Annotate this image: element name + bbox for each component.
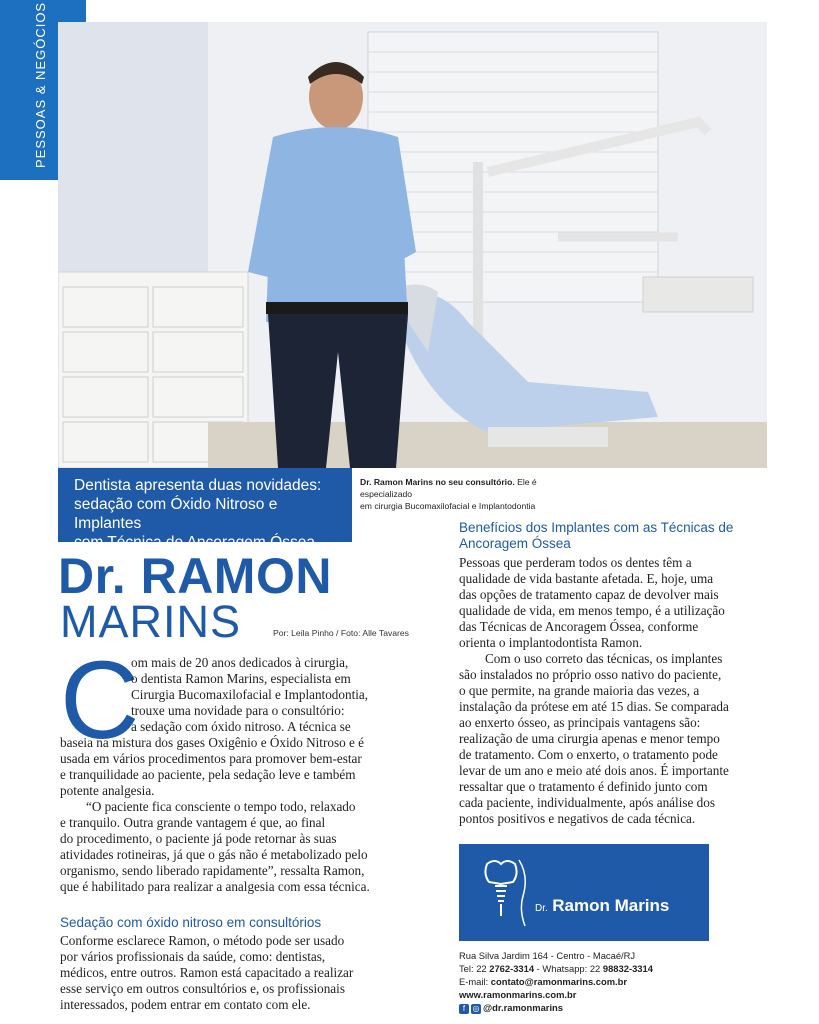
title-line-1: Dr. RAMON <box>58 548 332 604</box>
headline-line: Dentista apresenta duas novidades: <box>74 477 322 494</box>
right-subheading-line: Ancoragem Óssea <box>459 536 571 551</box>
text-line: das opções de tratamento capaz de devolver mais <box>459 587 719 602</box>
right-column-text <box>459 555 779 827</box>
tel-label: Tel: 22 <box>459 963 490 974</box>
text-line: orienta o implantodontista Ramon. <box>459 635 643 650</box>
contact-info <box>459 949 759 1014</box>
byline: Por: Leila Pinho / Foto: Alle Tavares <box>273 628 409 638</box>
whatsapp-number: 98832-3314 <box>602 963 653 974</box>
text-line: e tranquilo. Outra grande vantagem é que, ao final <box>60 815 326 830</box>
text-line: que é habilitado para realizar a analgesia com essa técnica. <box>60 879 370 894</box>
text-line: Pessoas que perderam todos os dentes têm a <box>459 555 692 570</box>
text-line: médicos, entre outros. Ramon está capacitado a realizar <box>60 965 354 980</box>
headline-line: sedação com Óxido Nitroso e Implantes <box>74 496 278 532</box>
text-line: baseia na mistura dos gases Oxigênio e Óxido Nitroso e é <box>60 735 364 750</box>
title-line-2: MARINS <box>60 596 242 647</box>
text-line: esse serviço em outros consultórios e, os profissionais <box>60 981 345 996</box>
tel-number: 2762-3314 <box>489 963 535 974</box>
text-line: Com o uso correto das técnicas, os implantes <box>485 651 723 666</box>
left-subheading: Sedação com óxido nitroso em consultórios <box>60 915 322 930</box>
text-line: a sedação com óxido nitroso. A técnica se <box>131 719 351 734</box>
email-label: E-mail: <box>459 976 491 987</box>
email-address[interactable]: contato@ramonmarins.com.br <box>490 976 628 987</box>
clinic-photo <box>58 22 767 468</box>
text-line: das Técnicas de Ancoragem Óssea, conforme <box>459 619 699 634</box>
text-line: potente analgesia. <box>60 783 155 798</box>
text-line: levar de um ano e meio até dois anos. É importante <box>459 763 729 778</box>
text-line: por vários profissionais da saúde, como: dentistas, <box>60 949 326 964</box>
headline <box>74 476 344 552</box>
text-line: cada paciente, individualmente, após análise dos <box>459 795 715 810</box>
clinic-logo <box>459 844 709 941</box>
left-column-text <box>60 655 405 895</box>
website <box>459 988 759 1001</box>
phone-line <box>459 962 759 975</box>
text-line: ressaltar que o tratamento é definido junto com <box>459 779 708 794</box>
text-line: são instalados no próprio osso nativo do paciente, <box>459 667 722 682</box>
headline-line: com Técnica de Ancoragem Óssea <box>74 534 315 551</box>
right-subheading-line: Benefícios dos Implantes com as Técnicas de <box>459 520 734 535</box>
photo-caption <box>360 476 590 512</box>
section-label: PESSOAS & NEGÓCIOS <box>33 1 48 168</box>
whatsapp-label: - Whatsapp: 22 <box>534 963 603 974</box>
text-line: trouxe uma novidade para o consultório: <box>131 703 345 718</box>
text-line: de tratamento. Com o enxerto, o tratamento pode <box>459 747 718 762</box>
left-column-text-2 <box>60 933 405 1013</box>
text-line: instalação da prótese em até 15 dias. Se comparada <box>459 699 729 714</box>
email-line <box>459 975 759 988</box>
text-line: interessados, podem entrar em contato com ele. <box>60 997 311 1012</box>
address: Rua Silva Jardim 164 - Centro - Macaé/RJ <box>459 950 636 961</box>
text-line: Cirurgia Bucomaxilofacial e Implantodontia, <box>131 687 369 702</box>
caption-bold: Dr. Ramon Marins no seu consultório. <box>360 477 515 487</box>
text-line: om mais de 20 anos dedicados à cirurgia, <box>131 655 349 670</box>
tooth-implant-icon <box>479 856 531 930</box>
facebook-icon[interactable]: f <box>459 1004 469 1014</box>
text-line: “O paciente fica consciente o tempo todo, relaxado <box>86 799 356 814</box>
headline-box <box>58 468 352 551</box>
text-line: atividades rotineiras, já que o gás não é metabolizado pelo <box>60 847 368 862</box>
social-line <box>459 1001 759 1014</box>
text-line: realização de uma cirurgia apenas e menor tempo <box>459 731 720 746</box>
logo-prefix: Dr. <box>535 903 548 914</box>
text-line: e tranquilidade ao paciente, pela sedação leve e também <box>60 767 356 782</box>
text-line: organismo, sendo liberado rapidamente”, ressalta Ramon, <box>60 863 365 878</box>
instagram-icon[interactable]: ◎ <box>472 1003 480 1013</box>
text-line: ao enxerto ósseo, as principais vantagens são: <box>459 715 701 730</box>
caption-line2: em cirurgia Bucomaxilofacial e Implantodontia <box>360 501 536 511</box>
text-line: qualidade de vida, em menos tempo, é a utilização <box>459 603 725 618</box>
text-line: pontos positivos e negativos de cada técnica. <box>459 811 696 826</box>
text-line: usada em vários procedimentos para promover bem-estar <box>60 751 362 766</box>
logo-name: Ramon Marins <box>552 896 670 915</box>
website-url[interactable]: www.ramonmarins.com.br <box>459 989 577 1000</box>
text-line: do procedimento, o paciente já pode retornar às suas <box>60 831 337 846</box>
social-handle[interactable]: @dr.ramonmarins <box>483 1002 563 1013</box>
text-line: Conforme esclarece Ramon, o método pode ser usado <box>60 933 345 948</box>
logo-wordmark <box>535 896 669 916</box>
caption-rest: Ele é especializado <box>360 477 537 499</box>
text-line: o dentista Ramon Marins, especialista em <box>131 671 351 686</box>
text-line: o que permite, na grande maioria das vezes, a <box>459 683 700 698</box>
right-subheading <box>459 520 733 552</box>
text-line: qualidade de vida bastante afetada. E, hoje, uma <box>459 571 714 586</box>
drop-cap: C <box>60 639 140 762</box>
